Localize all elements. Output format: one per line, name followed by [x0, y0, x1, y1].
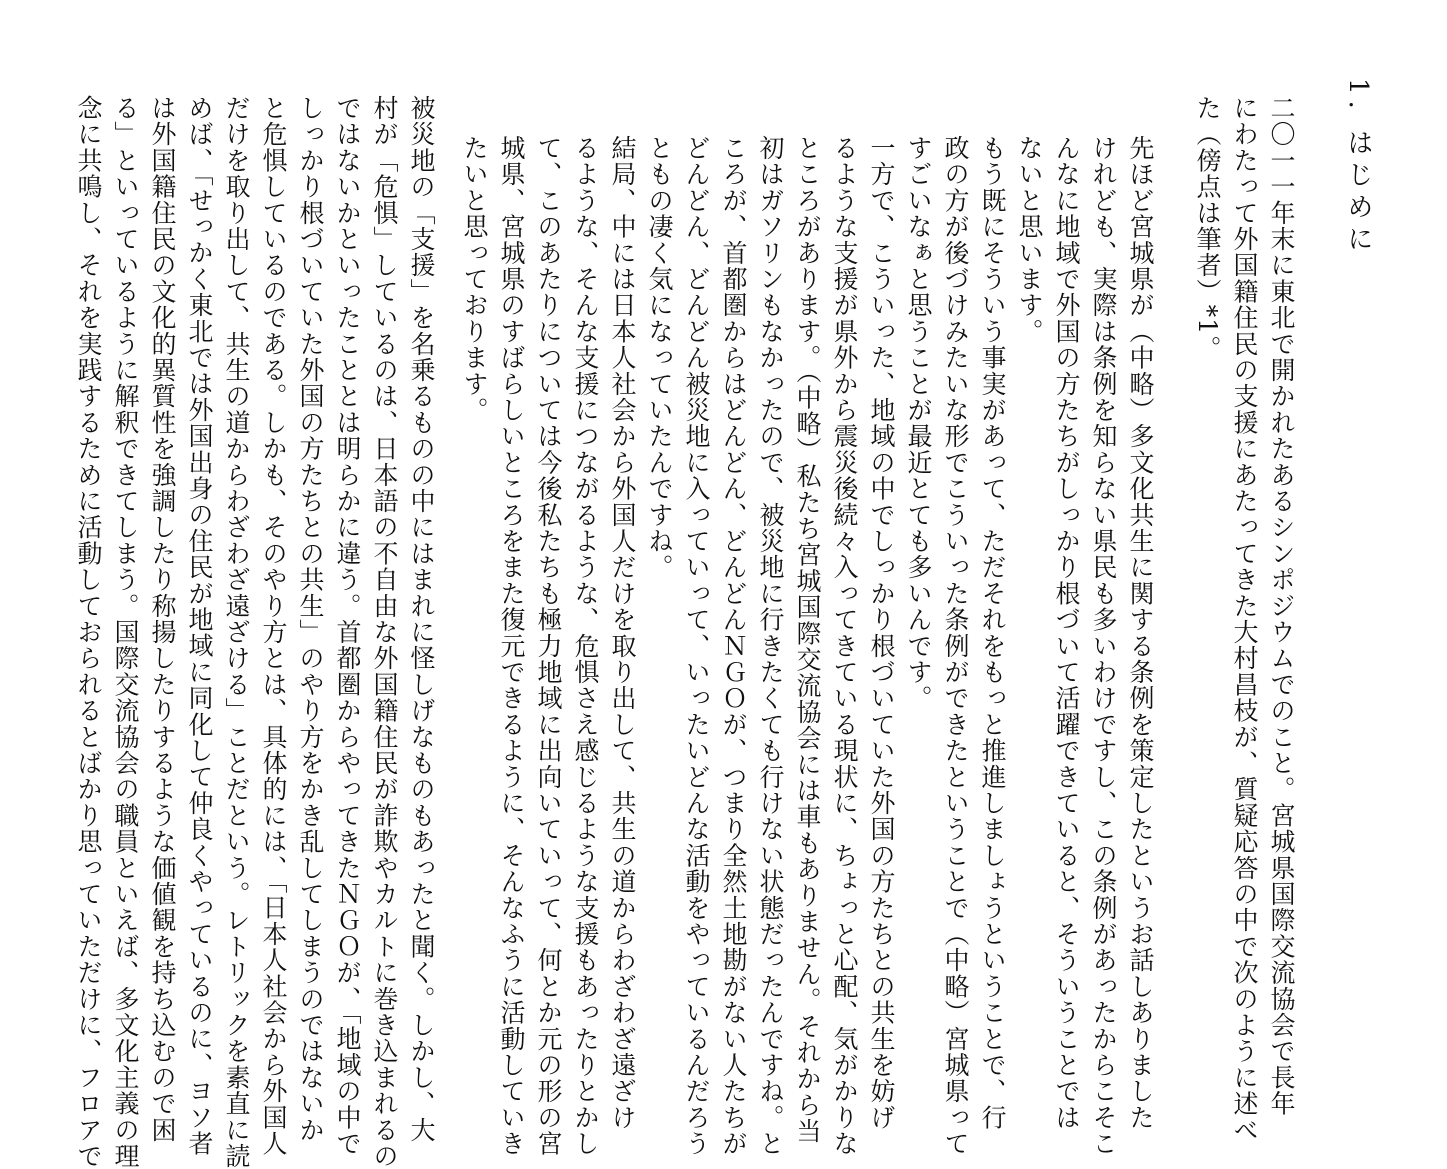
quote-line: 初はガソリンもなかったので、被災地に行きたくても行けない状態だったんですね。と — [756, 135, 785, 1157]
intro-line: にわたって外国籍住民の支援にあたってきた大村昌枝が、質疑応答の中で次のように述べ — [1230, 95, 1259, 1143]
body-line: る」といっているように解釈できてしまう。国際交流協会の職員といえば、多文化主義の理 — [111, 95, 140, 1169]
body-line: と危惧しているのである。しかも、そのやり方とは、具体的には、「日本人社会から外国人 — [259, 95, 288, 1157]
body-line: ではないかといったこととは明らかに違う。首都圏からやってきたＮＧＯが、「地域の中で — [333, 95, 362, 1157]
quote-line: 結局、中には日本人社会から外国人だけを取り出して、共生の道からわざわざ遠ざけ — [608, 135, 637, 1131]
body-paragraph — [74, 95, 440, 1169]
quote-line: 一方で、こういった、地域の中でしっかり根づいていた外国の方たちとの共生を妨げ — [867, 135, 896, 1131]
body-line: 被災地の「支援」を名乗るものの中にはまれに怪しげなものもあったと聞く。しかし、大 — [407, 95, 436, 1143]
quote-line: もう既にそういう事実があって、ただそれをもっと推進しましょうということで、行 — [978, 135, 1007, 1131]
quote-line: 城県、宮城県のすばらしいところをまた復元できるように、そんなふうに活動していき — [497, 135, 526, 1157]
quote-line: るような支援が県外から震災後続々入ってきている現状に、ちょっと心配、気がかりな — [830, 135, 859, 1157]
body-line: は外国籍住民の文化的異質性を強調したり称揚したりするような価値観を持ち込むので困 — [148, 95, 177, 1143]
intro-paragraph — [1186, 95, 1300, 1143]
section-heading — [1332, 78, 1376, 278]
quote-line: どんどん、どんどん被災地に入っていって、いったいどんな活動をやっているんだろう — [682, 135, 711, 1157]
quote-line: 先ほど宮城県が（中略）多文化共生に関する条例を策定したというお話しありました — [1126, 135, 1155, 1131]
intro-line: た（傍点は筆者）*1。 — [1193, 95, 1222, 362]
quote-line: すごいなぁと思うことが最近とても多いんです。 — [904, 135, 933, 712]
quote-line: たいと思っております。 — [460, 135, 489, 424]
quote-line: 政の方が後づけみたいな形でこういった条例ができたということで（中略）宮城県って — [941, 135, 970, 1157]
quote-line: ともの凄く気になっていたんですね。 — [645, 135, 674, 581]
quote-line: けれども、実際は条例を知らない県民も多いわけですし、この条例があったからこそこ — [1089, 135, 1118, 1157]
body-line: 念に共鳴し、それを実践するために活動しておられるとばかり思っていただけに、フロアで — [74, 95, 103, 1169]
intro-line: 二〇一一年末に東北で開かれたあるシンポジウムでのこと。宮城県国際交流協会で長年 — [1267, 95, 1296, 1117]
body-line: だけを取り出して、共生の道からわざわざ遠ざける」ことだという。レトリックを素直に読 — [222, 95, 251, 1169]
block-quote — [460, 135, 1159, 1157]
quote-line: て、このあたりについては今後私たちも極力地域に出向いていって、何とか元の形の宮 — [534, 135, 563, 1157]
body-line: 村が「危惧」しているのは、日本語の不自由な外国籍住民が詐欺やカルトに巻き込まれるの — [370, 95, 399, 1169]
quote-line: るような、そんな支援につながるような、危惧さえ感じるような支援もあったりとかし — [571, 135, 600, 1157]
quote-line: ところがあります。（中略）私たち宮城国際交流協会には車もありません。それから当 — [793, 135, 822, 1145]
quote-line: ないと思います。 — [1015, 135, 1044, 345]
quote-line: ころが、首都圏からはどんどん、どんどんＮＧＯが、つまり全然土地勘がない人たちが — [719, 135, 748, 1157]
heading-text: 1. はじめに — [1343, 78, 1373, 258]
quote-line: んなに地域で外国の方たちがしっかり根づいて活躍できていると、そういうことでは — [1052, 135, 1081, 1131]
body-line: めば、「せっかく東北では外国出身の住民が地域に同化して仲良くやっているのに、ヨソ者 — [185, 95, 214, 1157]
body-line: しっかり根づいていた外国の方たちとの共生」のやり方をかき乱してしまうのではないか — [296, 95, 325, 1143]
